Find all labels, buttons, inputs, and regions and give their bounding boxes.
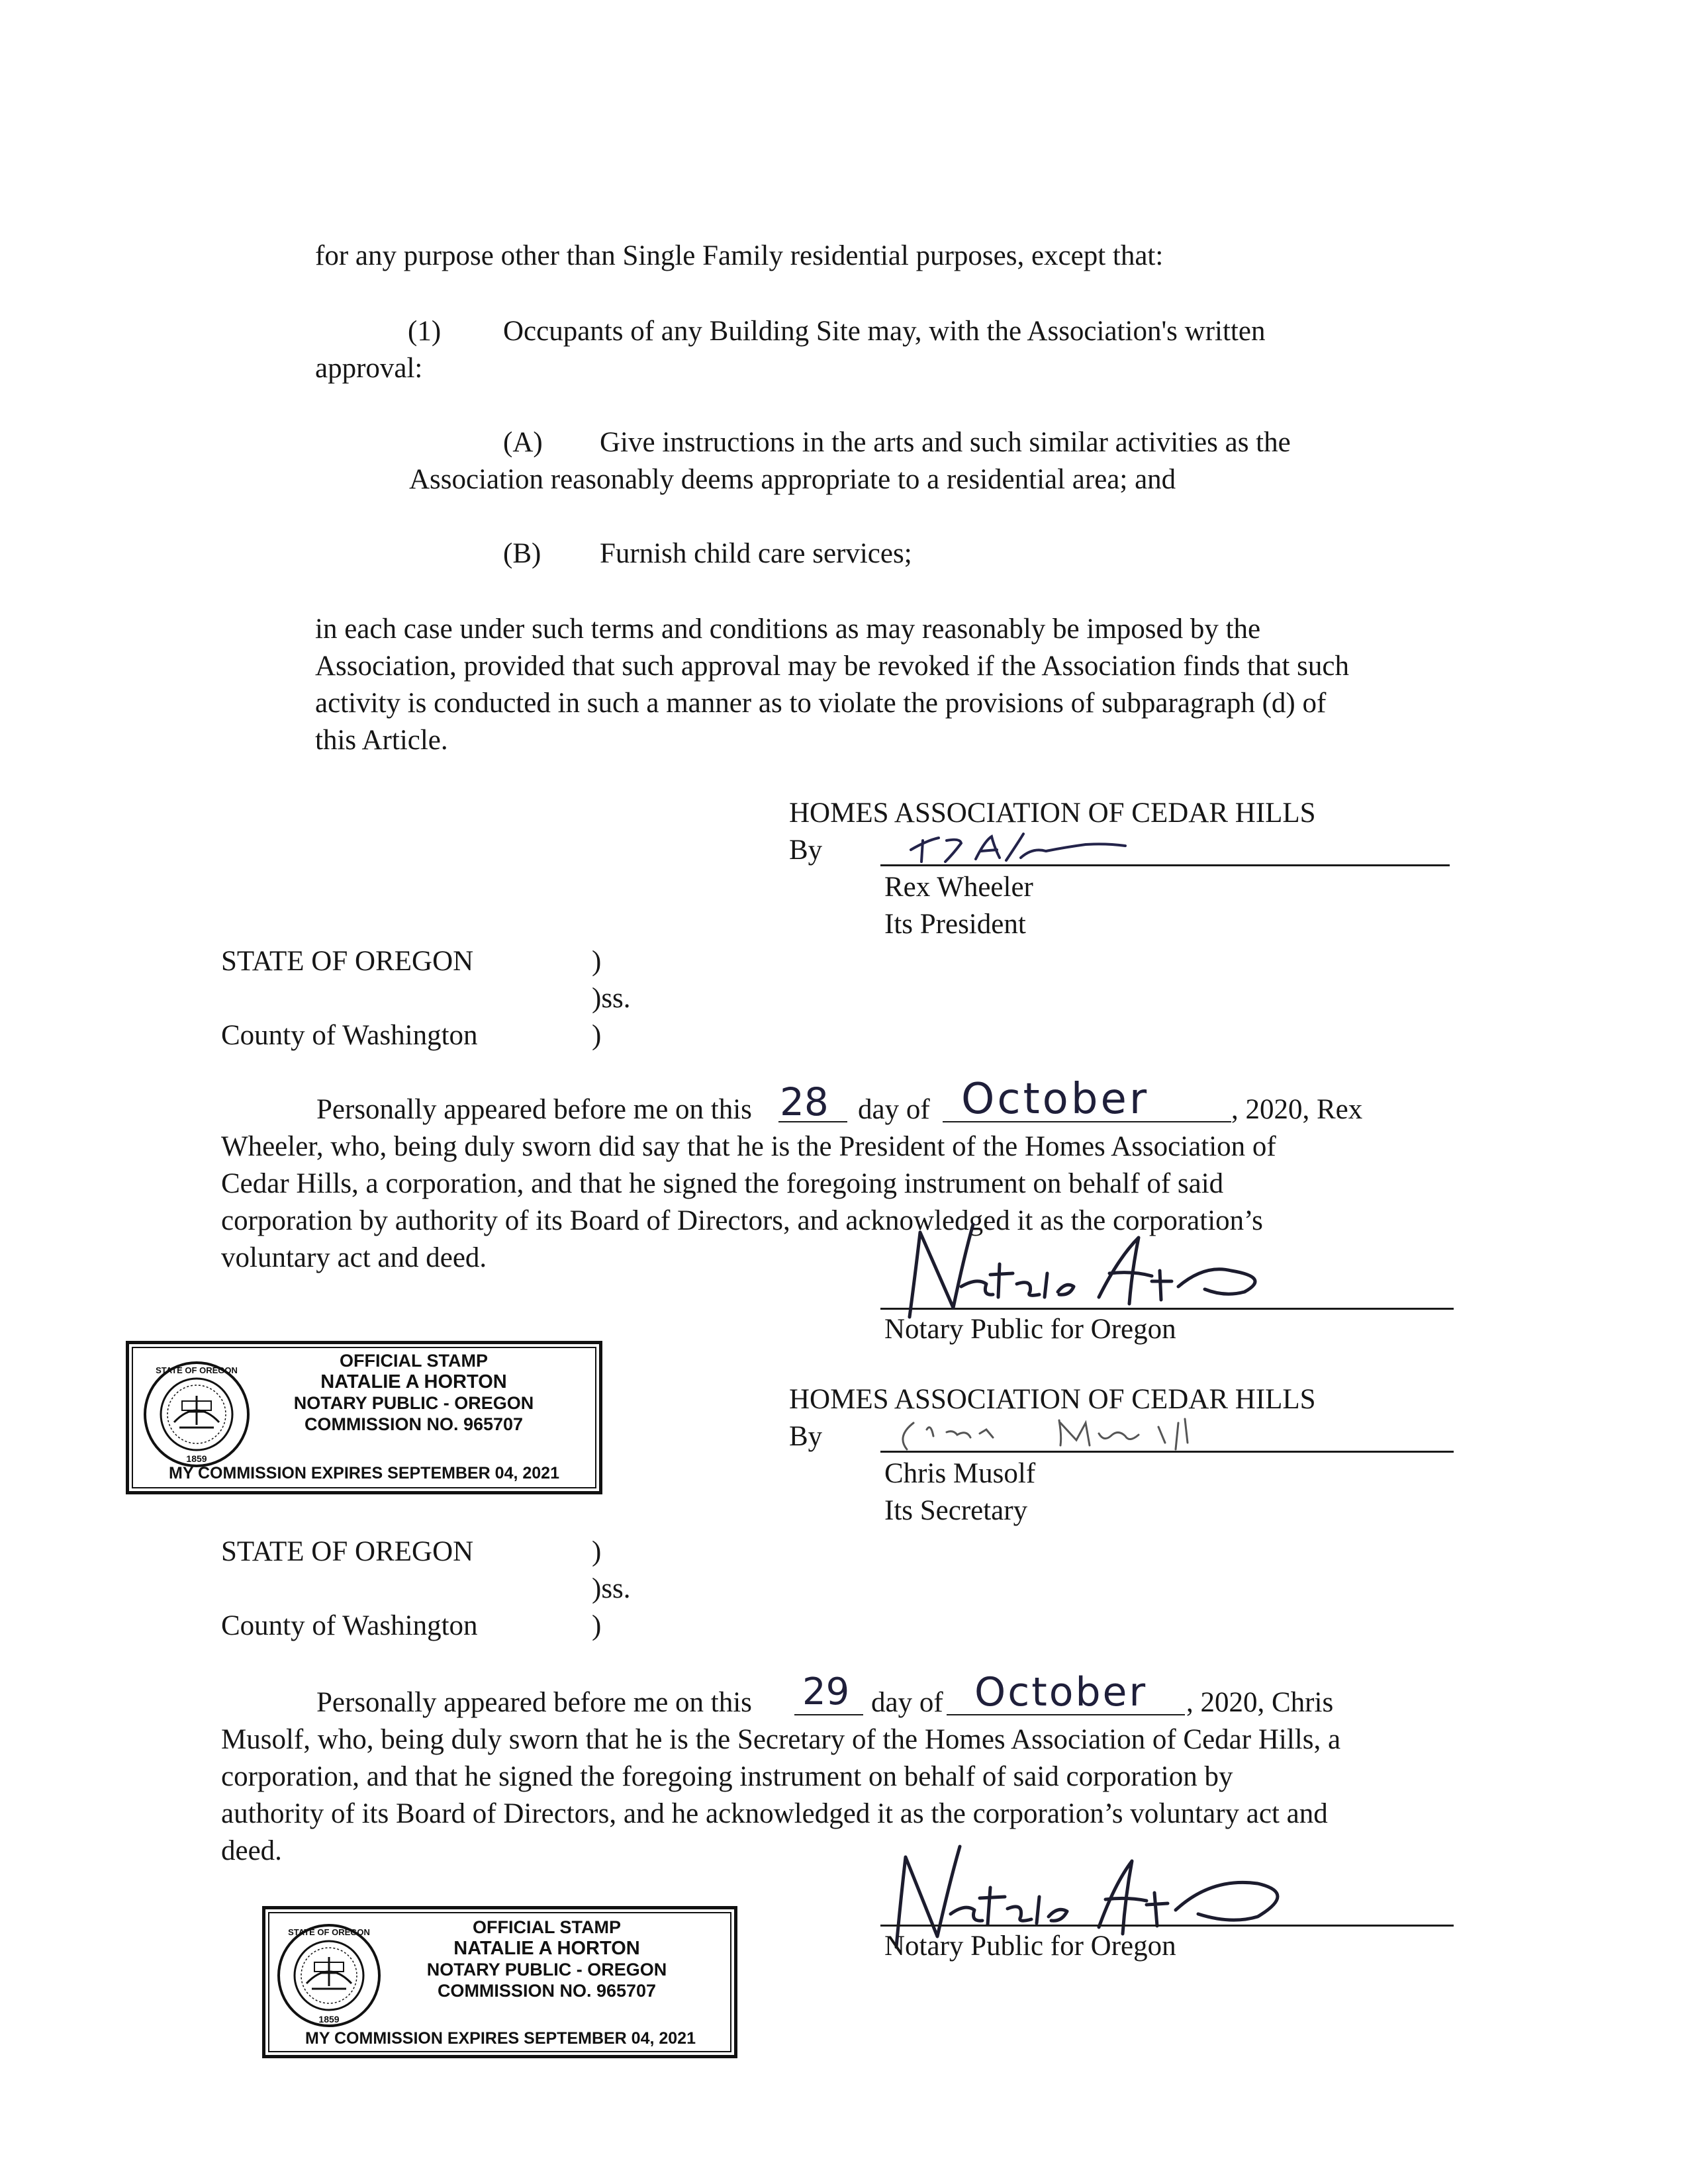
acknowledgment-1-month-handwritten: October xyxy=(961,1075,1150,1124)
notary-1-caption: Notary Public for Oregon xyxy=(884,1314,1176,1345)
day-blank-line xyxy=(778,1121,847,1122)
venue-1-ss: )ss. xyxy=(592,983,631,1014)
signature-2-by-label: By xyxy=(789,1421,823,1452)
notary-2-caption: Notary Public for Oregon xyxy=(884,1931,1176,1962)
item-1-text-continued: approval: xyxy=(315,353,423,384)
acknowledgment-2-day-of: day of xyxy=(871,1687,943,1718)
venue-2-paren: ) xyxy=(592,1610,602,1641)
acknowledgment-1-line: voluntary act and deed. xyxy=(221,1242,487,1273)
signature-1-by-label: By xyxy=(789,835,823,866)
stamp-2-line: NOTARY PUBLIC - OREGON xyxy=(426,1960,667,1979)
closing-line: in each case under such terms and conditions as may reasonably be imposed by the xyxy=(315,614,1261,645)
venue-2-county: County of Washington xyxy=(221,1610,478,1641)
signature-2-name: Chris Musolf xyxy=(884,1458,1036,1489)
official-notary-stamp xyxy=(262,1906,737,2058)
item-a-text: Give instructions in the arts and such similar activities as the xyxy=(600,427,1291,458)
closing-line: activity is conducted in such a manner as to violate the provisions of subparagraph (d) of xyxy=(315,688,1327,719)
acknowledgment-2-day-handwritten: 29 xyxy=(802,1670,850,1713)
seal-ring-text: STATE OF OREGON xyxy=(156,1365,238,1375)
seal-ring-text: STATE OF OREGON xyxy=(288,1927,370,1937)
signature-1-organization: HOMES ASSOCIATION OF CEDAR HILLS xyxy=(789,797,1316,829)
item-1-text: Occupants of any Building Site may, with the Association's written xyxy=(503,316,1266,347)
item-b-text: Furnish child care services; xyxy=(600,538,912,569)
stamp-1-line: NOTARY PUBLIC - OREGON xyxy=(293,1393,534,1413)
month-blank-line xyxy=(947,1714,1185,1715)
item-1-number: (1) xyxy=(408,316,442,347)
closing-line: Association, provided that such approval may be revoked if the Association finds that such xyxy=(315,651,1349,682)
stamp-2-line: COMMISSION NO. 965707 xyxy=(437,1981,657,2001)
signature-1-title: Its President xyxy=(884,909,1026,940)
stamp-1-line: COMMISSION NO. 965707 xyxy=(304,1414,524,1434)
seal-year: 1859 xyxy=(318,2014,340,2025)
president-signature xyxy=(907,821,1145,874)
acknowledgment-2-line: Musolf, who, being duly sworn that he is the Secretary of the Homes Association of Cedar Hills, a xyxy=(221,1724,1341,1755)
oregon-state-seal-icon xyxy=(275,1921,383,2030)
signature-2-organization: HOMES ASSOCIATION OF CEDAR HILLS xyxy=(789,1384,1316,1415)
acknowledgment-1-line: Cedar Hills, a corporation, and that he signed the foregoing instrument on behalf of said xyxy=(221,1168,1224,1199)
stamp-2-line: OFFICIAL STAMP xyxy=(473,1917,621,1937)
venue-2-ss: )ss. xyxy=(592,1573,631,1604)
acknowledgment-2-line: authority of its Board of Directors, and he acknowledged it as the corporation’s voluntary act and xyxy=(221,1798,1328,1829)
official-notary-stamp xyxy=(126,1341,602,1494)
acknowledgment-2-lead: Personally appeared before me on this xyxy=(316,1687,752,1718)
acknowledgment-1-line: corporation by authority of its Board of Directors, and acknowledged it as the corporation’s xyxy=(221,1205,1263,1236)
intro-line: for any purpose other than Single Family residential purposes, except that: xyxy=(315,240,1164,271)
venue-1-paren: ) xyxy=(592,1020,602,1051)
month-blank-line xyxy=(943,1121,1231,1122)
secretary-signature xyxy=(894,1403,1264,1456)
venue-2-paren: ) xyxy=(592,1536,602,1567)
oregon-state-seal-icon xyxy=(141,1359,252,1470)
acknowledgment-2-line: corporation, and that he signed the foregoing instrument on behalf of said corporation by xyxy=(221,1761,1233,1792)
seal-year: 1859 xyxy=(186,1453,207,1464)
item-b-number: (B) xyxy=(503,538,541,569)
notary-2-signature-line xyxy=(880,1925,1454,1927)
acknowledgment-2-year: , 2020, Chris xyxy=(1186,1687,1334,1718)
closing-line: this Article. xyxy=(315,725,448,756)
stamp-2-line: NATALIE A HORTON xyxy=(453,1938,640,1959)
acknowledgment-1-day-handwritten: 28 xyxy=(780,1079,829,1124)
acknowledgment-2-line: deed. xyxy=(221,1835,282,1866)
stamp-1-line: NATALIE A HORTON xyxy=(320,1371,507,1392)
venue-2-state: STATE OF OREGON xyxy=(221,1536,474,1567)
venue-1-paren: ) xyxy=(592,946,602,977)
day-blank-line xyxy=(794,1714,863,1715)
stamp-1-line: OFFICIAL STAMP xyxy=(340,1351,488,1371)
signature-1-name: Rex Wheeler xyxy=(884,872,1033,903)
notary-signature xyxy=(900,1218,1337,1324)
acknowledgment-1-year: , 2020, Rex xyxy=(1231,1094,1363,1125)
acknowledgment-1-day-of: day of xyxy=(858,1094,930,1125)
venue-1-county: County of Washington xyxy=(221,1020,478,1051)
venue-1-state: STATE OF OREGON xyxy=(221,946,474,977)
stamp-1-expiry: MY COMMISSION EXPIRES SEPTEMBER 04, 2021 xyxy=(169,1464,559,1482)
item-a-text-continued: Association reasonably deems appropriate to a residential area; and xyxy=(409,464,1176,495)
acknowledgment-1-line: Wheeler, who, being duly sworn did say that he is the President of the Homes Association of xyxy=(221,1131,1276,1162)
stamp-2-expiry: MY COMMISSION EXPIRES SEPTEMBER 04, 2021 xyxy=(305,2029,696,2048)
item-a-number: (A) xyxy=(503,427,543,458)
signature-2-title: Its Secretary xyxy=(884,1495,1028,1526)
acknowledgment-1-lead: Personally appeared before me on this xyxy=(316,1094,752,1125)
acknowledgment-2-month-handwritten: October xyxy=(974,1669,1148,1715)
